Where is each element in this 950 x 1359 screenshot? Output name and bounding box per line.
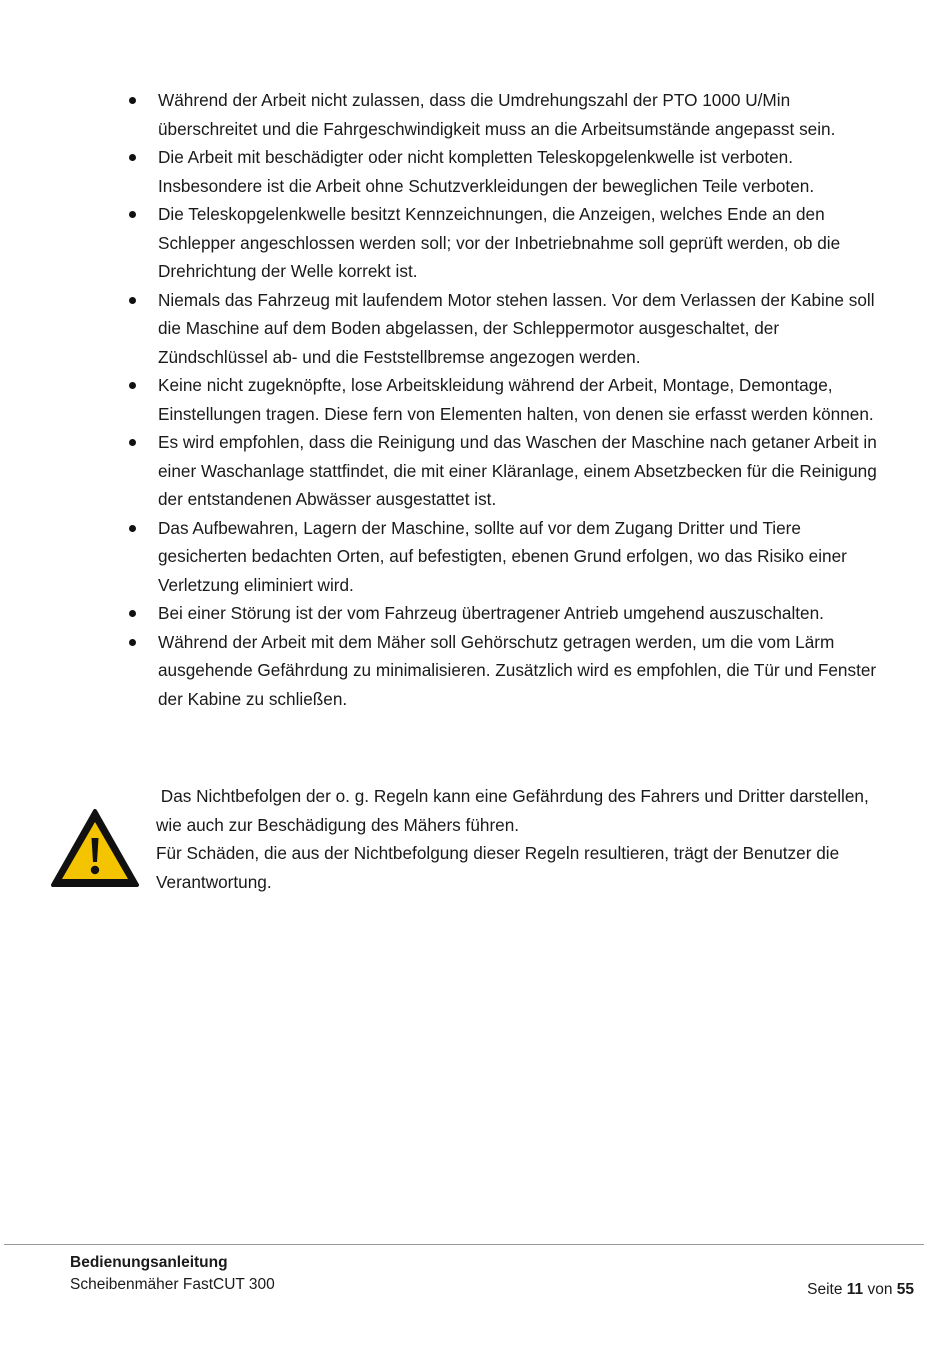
footer-subtitle: Scheibenmäher FastCUT 300: [70, 1276, 275, 1293]
bullet-icon: [129, 382, 136, 389]
footer-divider: [4, 1244, 924, 1245]
list-item-text: Es wird empfohlen, dass die Reinigung und das Waschen der Maschine nach getaner Arbeit in einer Waschanlage stattfindet, die mit einer Kläranlage, einem Absetzbecken für die Reinigung der entstandenen Abwässer ausgestattet ist.: [158, 432, 877, 509]
page-separator: von: [863, 1281, 897, 1298]
bullet-icon: [129, 639, 136, 646]
warning-paragraph: Das Nichtbefolgen der o. g. Regeln kann eine Gefährdung des Fahrers und Dritter darstellen, wie auch zur Beschädigung des Mähers führen.: [156, 786, 874, 835]
warning-paragraph: Für Schäden, die aus der Nichtbefolgung dieser Regeln resultieren, trägt der Benutzer die Verantwortung.: [156, 843, 840, 892]
list-item: [128, 599, 888, 628]
list-item: [128, 371, 888, 428]
page-number: [807, 1279, 914, 1301]
page-total: 55: [896, 1281, 914, 1298]
bullet-icon: [129, 525, 136, 532]
list-item-text: Keine nicht zugeknöpfte, lose Arbeitskleidung während der Arbeit, Montage, Demontage, Einstellungen tragen. Diese fern von Elementen halten, von denen sie erfasst werden können.: [158, 375, 874, 424]
list-item-text: Die Arbeit mit beschädigter oder nicht kompletten Teleskopgelenkwelle ist verboten. Insbesondere ist die Arbeit ohne Schutzverkleidungen der beweglichen Teile verboten.: [158, 147, 815, 196]
list-item: [128, 514, 888, 600]
list-item-text: Während der Arbeit mit dem Mäher soll Gehörschutz getragen werden, um die vom Lärm ausgehende Gefährdung zu minimalisieren. Zusätzlich wird es empfohlen, die Tür und Fenster der Kabine zu schließen.: [158, 631, 877, 709]
list-item: [128, 143, 888, 200]
page-prefix: Seite: [807, 1281, 847, 1298]
list-item: [128, 286, 888, 372]
list-item: [128, 628, 888, 714]
warning-text: [156, 782, 876, 896]
bullet-icon: [129, 610, 136, 617]
warning-notice: [50, 782, 890, 902]
footer-document-info: [70, 1252, 275, 1296]
list-item-text: Niemals das Fahrzeug mit laufendem Motor stehen lassen. Vor dem Verlassen der Kabine soll die Maschine auf dem Boden abgelassen, der Schleppermotor ausgeschaltet, der Zündschlüssel ab- und die Feststellbremse angezogen werden.: [158, 289, 875, 367]
bullet-icon: [129, 439, 136, 446]
warning-triangle-icon: [50, 808, 140, 888]
list-item: [128, 86, 888, 143]
bullet-icon: [129, 154, 136, 161]
list-item-text: Das Aufbewahren, Lagern der Maschine, sollte auf vor dem Zugang Dritter und Tiere gesicherten bedachten Orten, auf befestigten, ebenen Grund erfolgen, wo das Risiko einer Verletzung eliminiert wird.: [158, 517, 847, 595]
page-current: 11: [846, 1281, 864, 1298]
bullet-icon: [129, 97, 136, 104]
safety-bullet-list: [128, 86, 888, 713]
footer-title: Bedienungsanleitung: [70, 1254, 228, 1271]
list-item: [128, 200, 888, 286]
bullet-icon: [129, 297, 136, 304]
list-item: [128, 428, 888, 514]
list-item-text: Bei einer Störung ist der vom Fahrzeug übertragener Antrieb umgehend auszuschalten.: [158, 603, 824, 623]
bullet-icon: [129, 211, 136, 218]
list-item-text: Die Teleskopgelenkwelle besitzt Kennzeichnungen, die Anzeigen, welches Ende an den Schlepper angeschlossen werden soll; vor der Inbetriebnahme soll geprüft werden, ob die Drehrichtung der Welle korrekt ist.: [158, 204, 841, 281]
list-item-text: Während der Arbeit nicht zulassen, dass die Umdrehungszahl der PTO 1000 U/Min überschreitet und die Fahrgeschwindigkeit muss an die Arbeitsumstände angepasst sein.: [158, 90, 836, 139]
